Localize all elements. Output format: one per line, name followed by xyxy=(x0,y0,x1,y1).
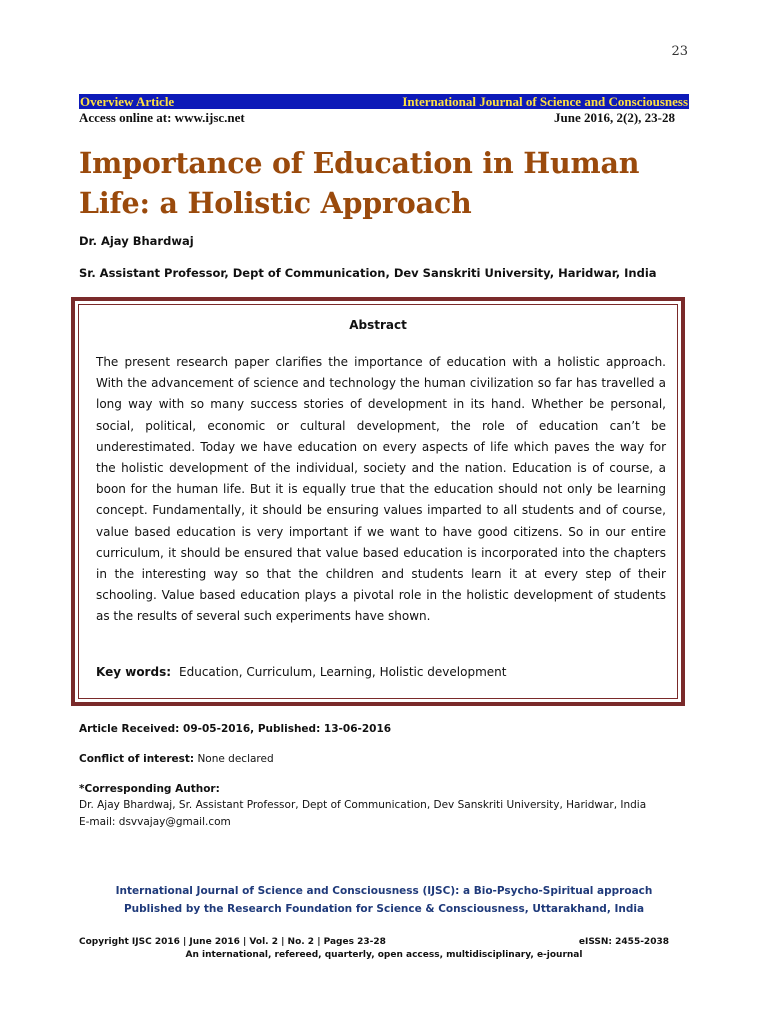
corresponding-author-details: Dr. Ajay Bhardwaj, Sr. Assistant Professor, Dept of Communication, Dev Sanskriti University, Haridwar, India xyxy=(79,799,647,811)
abstract-inner-border xyxy=(78,304,678,699)
conflict-of-interest xyxy=(79,753,274,765)
journal-header-bar xyxy=(79,94,689,109)
footer-journal-line1: International Journal of Science and Consciousness (IJSC): a Bio-Psycho-Spiritual approach xyxy=(115,885,653,897)
abstract-heading: Abstract xyxy=(349,318,407,332)
footer-journal-line2: Published by the Research Foundation for Science & Consciousness, Uttarakhand, India xyxy=(123,903,645,915)
eissn-text: eISSN: 2455-2038 xyxy=(578,937,669,947)
article-title: Importance of Education in Human Life: a Holistic Approach xyxy=(79,146,640,220)
conflict-label: Conflict of interest: xyxy=(79,753,195,765)
copyright-row xyxy=(79,937,669,947)
conflict-value: None declared xyxy=(194,753,274,765)
corresponding-email: E-mail: dsvvajay@gmail.com xyxy=(79,816,231,828)
article-type-label: Overview Article xyxy=(80,93,175,109)
author-name: Dr. Ajay Bhardwaj xyxy=(79,234,194,248)
issue-info-text: June 2016, 2(2), 23-28 xyxy=(554,110,675,125)
journal-tagline: An international, refereed, quarterly, open access, multidisciplinary, e-journal xyxy=(185,950,583,960)
abstract-text: The present research paper clarifies the importance of education with a holistic approach. With the advancement of science and technology the human civilization so far has travelled a long way with so many success stories of development in its hand. Whether be personal, social, political, economic or cultural development, the role of education can’t be underestimated. Today we have education on every aspects of life which paves the way for the holistic development of the individual, society and the nation. Education is of course, a boon for the human life. But it is equally true that the education should not only be learning concept. Fundamentally, it should be ensuring values imparted to all students and of course, value based education is very important if we want to have good citizens. So in our entire curriculum, it should be ensured that value based education is incorporated into the chapters in the interesting way so that the children and students learn it at every step of their schooling. Value based education plays a pivotal role in the holistic development of students as the results of several such experiments have shown. xyxy=(96,355,666,624)
corresponding-author-label: *Corresponding Author: xyxy=(79,783,220,795)
access-online-text: Access online at: www.ijsc.net xyxy=(79,110,245,125)
keywords-line xyxy=(96,665,506,679)
keywords-value: Education, Curriculum, Learning, Holistic development xyxy=(179,665,507,679)
copyright-text: Copyright IJSC 2016 | June 2016 | Vol. 2 | No. 2 | Pages 23-28 xyxy=(79,937,386,947)
keywords-label: Key words: xyxy=(96,665,172,679)
article-dates: Article Received: 09-05-2016, Published: 13-06-2016 xyxy=(79,723,392,735)
page-number: 23 xyxy=(671,44,688,59)
access-row xyxy=(79,110,675,126)
author-affiliation: Sr. Assistant Professor, Dept of Communication, Dev Sanskriti University, Haridwar, India xyxy=(79,266,657,280)
abstract-box xyxy=(71,297,685,706)
journal-name-label: International Journal of Science and Consciousness xyxy=(402,93,688,109)
